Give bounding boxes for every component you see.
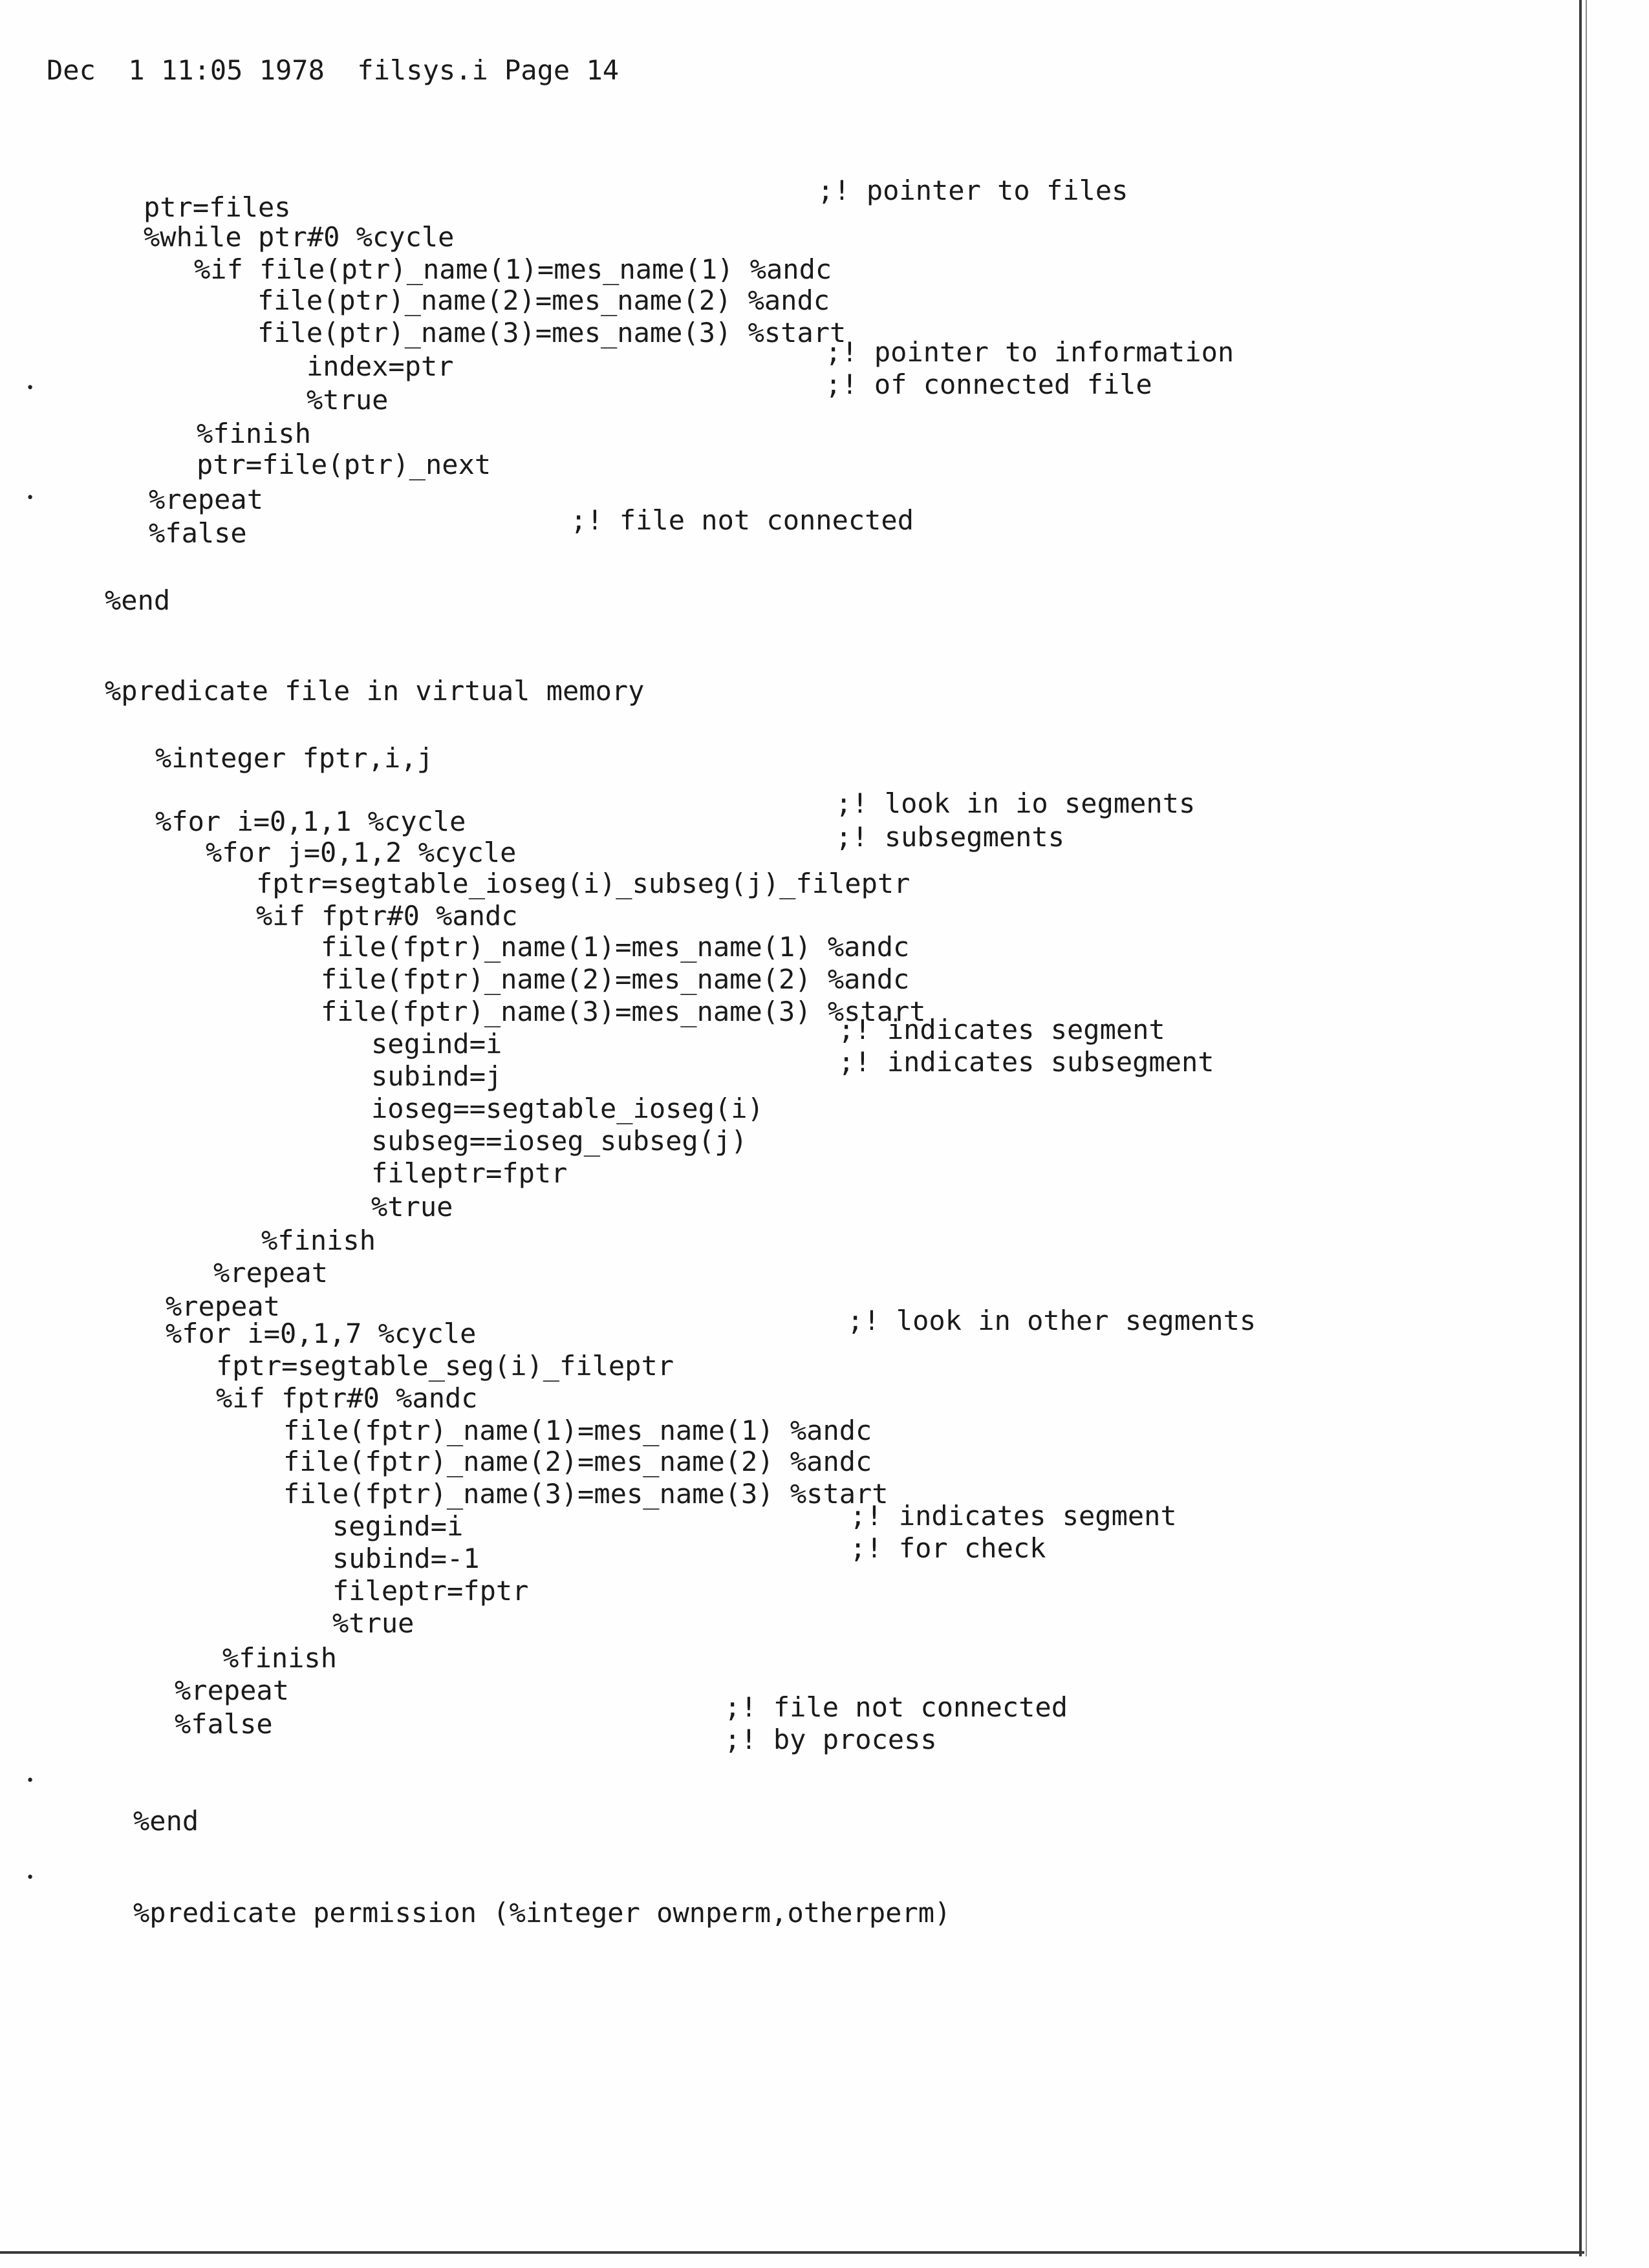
code-line: %repeat [149, 484, 264, 515]
code-comment: ;! pointer to information [825, 336, 1234, 368]
margin-mark: • [26, 1773, 35, 1789]
code-comment: ;! indicates segment [838, 1014, 1165, 1045]
page-edge-right-inner [1586, 0, 1587, 2256]
code-comment: ;! pointer to files [817, 175, 1128, 206]
code-line: %true [307, 384, 389, 416]
page-header: Dec 1 11:05 1978 filsys.i Page 14 [47, 54, 620, 86]
margin-mark: • [26, 1870, 35, 1886]
code-line: file(fptr)_name(3)=mes_name(3) %start [283, 1478, 889, 1510]
code-line: %false [149, 517, 247, 549]
code-line: subseg==ioseg_subseg(j) [371, 1125, 748, 1157]
code-line: fileptr=fptr [371, 1157, 568, 1189]
code-line: %for i=0,1,7 %cycle [166, 1318, 477, 1349]
code-line: subind=j [371, 1060, 502, 1092]
code-comment: ;! for check [850, 1532, 1046, 1564]
code-comment: ;! subsegments [835, 821, 1065, 853]
code-comment: ;! indicates segment [850, 1500, 1177, 1532]
code-line: subind=-1 [332, 1543, 480, 1574]
code-line: %false [175, 1708, 273, 1740]
code-line: %predicate permission (%integer ownperm,otherperm) [133, 1897, 951, 1929]
code-comment: ;! by process [724, 1724, 937, 1755]
page-edge-right [1579, 0, 1582, 2256]
code-line: ptr=file(ptr)_next [197, 449, 491, 480]
margin-mark: • [26, 490, 35, 506]
code-line: file(fptr)_name(2)=mes_name(2) %andc [321, 963, 910, 995]
code-line: ptr=files [144, 191, 291, 223]
code-line: file(ptr)_name(2)=mes_name(2) %andc [257, 284, 830, 316]
code-line: %if fptr#0 %andc [256, 900, 518, 932]
code-line: %end [105, 584, 171, 616]
code-comment: ;! of connected file [825, 369, 1152, 400]
code-line: %integer fptr,i,j [155, 742, 433, 774]
code-comment: ;! file not connected [570, 504, 914, 536]
code-line: fptr=segtable_ioseg(i)_subseg(j)_fileptr [256, 868, 911, 899]
code-line: ioseg==segtable_ioseg(i) [371, 1093, 764, 1124]
code-line: segind=i [332, 1510, 464, 1542]
code-line: %repeat [166, 1290, 281, 1322]
page-edge-bottom [0, 2251, 1584, 2254]
code-comment: ;! look in other segments [847, 1305, 1256, 1336]
code-line: file(fptr)_name(3)=mes_name(3) %start [321, 996, 926, 1027]
code-line: fptr=segtable_seg(i)_fileptr [216, 1350, 674, 1382]
code-line: file(fptr)_name(1)=mes_name(1) %andc [283, 1415, 872, 1446]
code-line: segind=i [371, 1028, 502, 1060]
code-line: file(ptr)_name(3)=mes_name(3) %start [257, 317, 846, 348]
code-line: fileptr=fptr [332, 1575, 529, 1607]
code-line: %for j=0,1,2 %cycle [206, 837, 517, 868]
code-line: %repeat [213, 1257, 329, 1289]
code-line: %if fptr#0 %andc [216, 1382, 478, 1414]
code-comment: ;! indicates subsegment [838, 1046, 1214, 1078]
code-line: %while ptr#0 %cycle [144, 221, 455, 253]
code-line: %finish [261, 1225, 376, 1256]
code-line: %true [332, 1607, 415, 1639]
code-line: %end [133, 1805, 199, 1837]
code-line: %true [371, 1191, 453, 1223]
code-line: index=ptr [307, 350, 454, 382]
code-line: %for i=0,1,1 %cycle [155, 806, 466, 837]
margin-mark: • [26, 380, 35, 396]
code-line: %if file(ptr)_name(1)=mes_name(1) %andc [194, 253, 832, 285]
code-line: %predicate file in virtual memory [105, 675, 645, 707]
code-line: %finish [222, 1642, 338, 1674]
code-line: %repeat [175, 1674, 290, 1706]
code-line: %finish [197, 418, 312, 449]
code-line: file(fptr)_name(1)=mes_name(1) %andc [321, 931, 910, 963]
code-comment: ;! file not connected [724, 1691, 1068, 1723]
code-comment: ;! look in io segments [835, 787, 1196, 819]
code-line: file(fptr)_name(2)=mes_name(2) %andc [283, 1446, 872, 1477]
